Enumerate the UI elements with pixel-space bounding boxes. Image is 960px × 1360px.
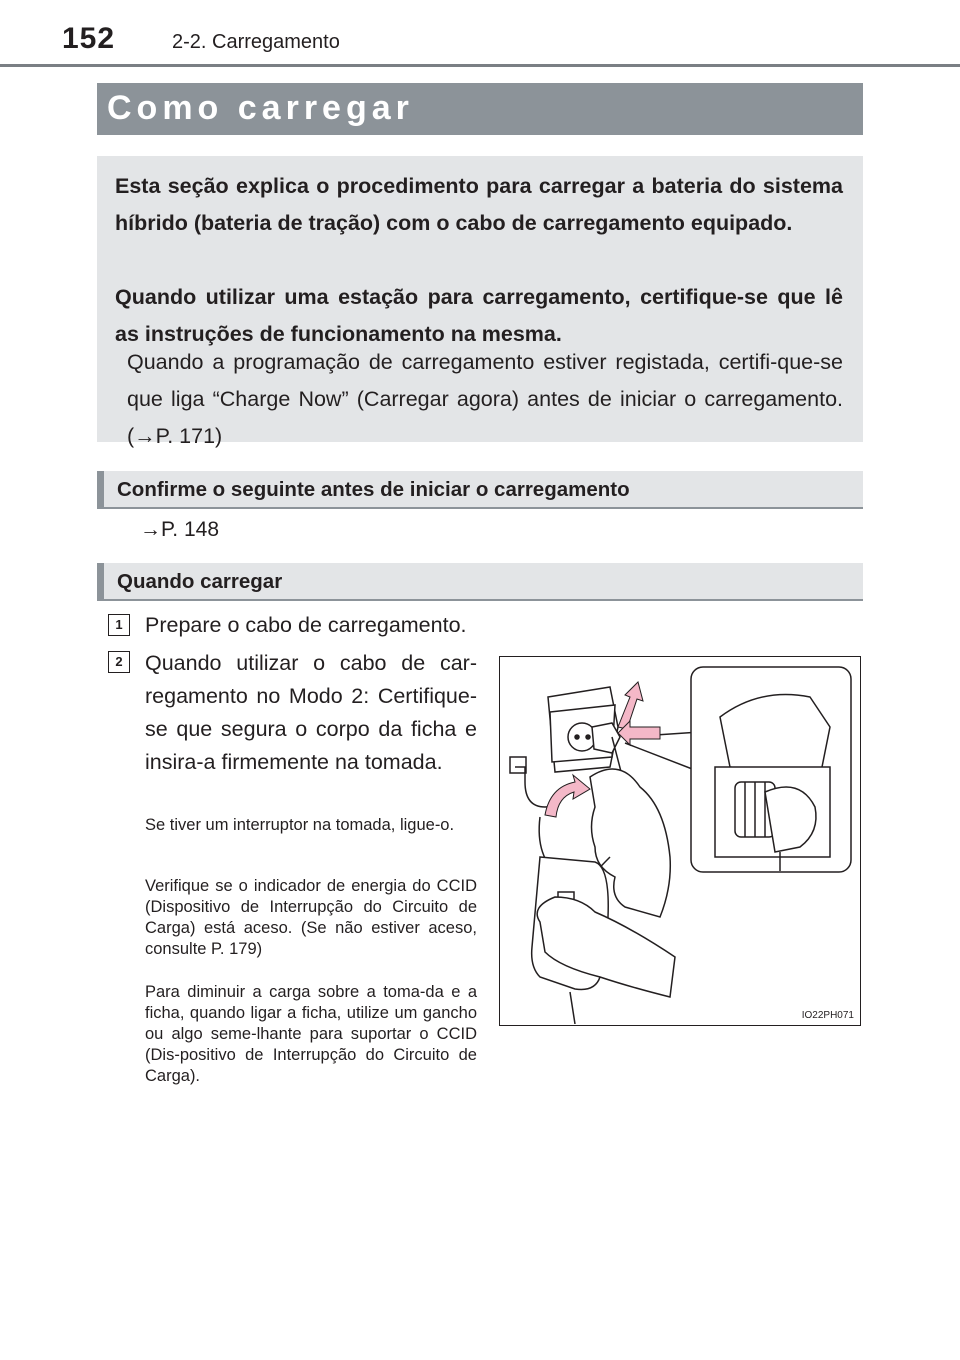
note-ccid-indicator: Verifique se o indicador de energia do CCID (Dispositivo de Interrupção do Circuito de Carga) está aceso. (Se não estiver aceso, consulte P. 179): [145, 877, 477, 958]
intro-box: [97, 156, 863, 448]
section-title: Como carregar: [107, 89, 414, 127]
heading-text: Confirme o seguinte antes de iniciar o carregamento: [117, 478, 630, 501]
intro-paragraph-3: Quando a programação de carregamento estiver registada, certifi-que-se que liga “Charge Now” (Carregar agora) antes de iniciar o carregamento. (→P. 171): [127, 350, 843, 448]
chapter-title: 2-2. Carregamento: [172, 31, 340, 53]
charging-illustration: [499, 656, 861, 1026]
intro-paragraph-1: Esta seção explica o procedimento para carregar a bateria do sistema híbrido (bateria de tração) com o cabo de carregamento equipado.: [115, 174, 843, 235]
note-hook-support: Para diminuir a carga sobre a toma-da e a ficha, quando ligar a ficha, utilize um gancho ou algo seme-lhante para suportar o CCID (Dis-positivo de Interrupção do Circuito de Carga).: [145, 983, 477, 1085]
heading-bar: [97, 563, 104, 599]
step-number-1: 1: [108, 614, 130, 636]
heading-bar: [97, 471, 104, 507]
page-reference-link[interactable]: →P. 148: [140, 518, 220, 541]
section-heading-when-charging: [97, 563, 863, 601]
plug-insertion-drawing: [500, 657, 859, 1024]
heading-text: Quando carregar: [117, 570, 283, 593]
page-number: 152: [62, 22, 116, 55]
step-number-2-label: 2: [115, 654, 123, 669]
section-heading-confirm: [97, 471, 863, 509]
section-title-bar: [97, 83, 863, 135]
figure-code: IO22PH071: [801, 1010, 854, 1021]
step-text-2: Quando utilizar o cabo de car-regamento no Modo 2: Certifique-se que segura o corpo da ficha e insira-a firmemente na tomada.: [145, 651, 477, 774]
step-number-2: [108, 651, 130, 673]
header-rule: [0, 64, 960, 67]
note-switch: Se tiver um interruptor na tomada, ligue-o.: [145, 816, 455, 834]
intro-paragraph-2: Quando utilizar uma estação para carregamento, certifique-se que lê as instruções de funcionamento na mesma.: [115, 285, 843, 346]
step-text-1: Prepare o cabo de carregamento.: [145, 613, 467, 637]
